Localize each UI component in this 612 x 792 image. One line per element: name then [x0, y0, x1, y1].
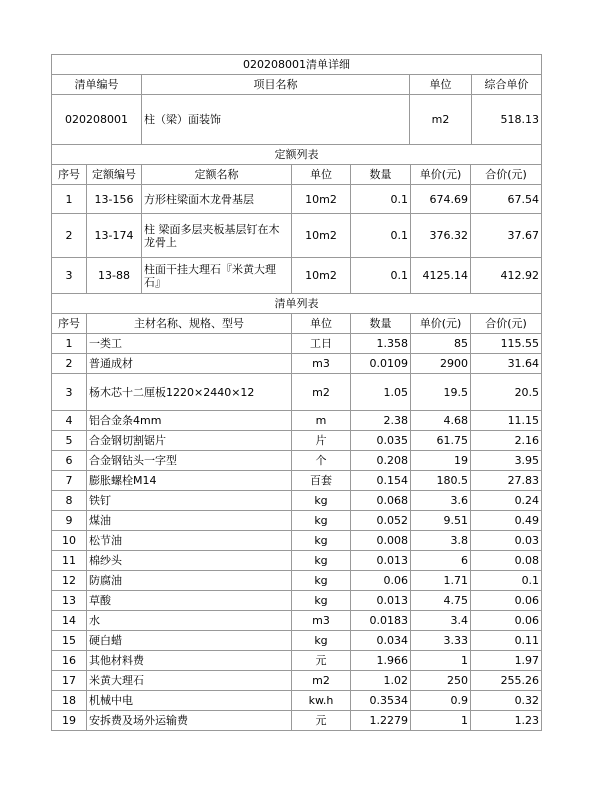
- mat-name: 机械中电: [87, 691, 292, 711]
- mat-unit: kg: [292, 571, 351, 591]
- mat-total: 0.1: [471, 571, 542, 591]
- quota-price: 4125.14: [411, 258, 471, 294]
- quota-unit: 10m2: [292, 258, 351, 294]
- mat-price: 250: [411, 671, 471, 691]
- mat-name: 铁钉: [87, 491, 292, 511]
- mat-unit: kw.h: [292, 691, 351, 711]
- mat-price: 2900: [411, 354, 471, 374]
- mat-price: 6: [411, 551, 471, 571]
- mat-qty: 0.068: [351, 491, 411, 511]
- table-row: [52, 185, 542, 214]
- mat-no: 11: [52, 551, 87, 571]
- table-row: [52, 691, 542, 711]
- mat-no: 2: [52, 354, 87, 374]
- mat-name: 合金钢切割锯片: [87, 431, 292, 451]
- bill-code: 020208001: [52, 95, 142, 145]
- mat-total: 0.06: [471, 611, 542, 631]
- col-header-unit: 单位: [410, 75, 472, 95]
- table-row: [52, 374, 542, 411]
- mat-name: 防腐油: [87, 571, 292, 591]
- quota-header-price: 单价(元): [411, 165, 471, 185]
- materials-body: [52, 334, 542, 731]
- mat-no: 5: [52, 431, 87, 451]
- bill-header-table: [51, 54, 542, 145]
- mat-qty: 2.38: [351, 411, 411, 431]
- quota-code: 13-156: [87, 185, 142, 214]
- mat-qty: 0.008: [351, 531, 411, 551]
- mat-no: 10: [52, 531, 87, 551]
- mat-unit: m2: [292, 671, 351, 691]
- mat-price: 19: [411, 451, 471, 471]
- table-row: [52, 258, 542, 294]
- table-row: [52, 411, 542, 431]
- mat-price: 0.9: [411, 691, 471, 711]
- mat-name: 水: [87, 611, 292, 631]
- mat-qty: 1.02: [351, 671, 411, 691]
- table-row: [52, 451, 542, 471]
- quota-unit: 10m2: [292, 185, 351, 214]
- mat-qty: 0.0109: [351, 354, 411, 374]
- mat-total: 1.23: [471, 711, 542, 731]
- mat-unit: 元: [292, 651, 351, 671]
- table-row: [52, 631, 542, 651]
- materials-title: 清单列表: [52, 294, 542, 314]
- mat-qty: 0.013: [351, 551, 411, 571]
- mat-name: 普通成材: [87, 354, 292, 374]
- quota-total: 412.92: [471, 258, 542, 294]
- mat-unit: m3: [292, 611, 351, 631]
- table-row: [52, 511, 542, 531]
- mat-unit: m3: [292, 354, 351, 374]
- mat-qty: 1.358: [351, 334, 411, 354]
- mat-qty: 0.013: [351, 591, 411, 611]
- mat-total: 31.64: [471, 354, 542, 374]
- mat-qty: 0.052: [351, 511, 411, 531]
- mat-no: 15: [52, 631, 87, 651]
- mat-name: 硬白蜡: [87, 631, 292, 651]
- mat-name: 合金钢钻头一字型: [87, 451, 292, 471]
- mat-unit: kg: [292, 491, 351, 511]
- col-header-price: 综合单价: [472, 75, 542, 95]
- mat-total: 0.49: [471, 511, 542, 531]
- mat-total: 20.5: [471, 374, 542, 411]
- mat-name: 其他材料费: [87, 651, 292, 671]
- mat-qty: 1.05: [351, 374, 411, 411]
- mat-price: 1: [411, 711, 471, 731]
- quota-qty: 0.1: [351, 214, 411, 258]
- mat-unit: kg: [292, 591, 351, 611]
- mat-no: 19: [52, 711, 87, 731]
- mat-total: 27.83: [471, 471, 542, 491]
- mat-name: 铝合金条4mm: [87, 411, 292, 431]
- quota-header-code: 定额编号: [87, 165, 142, 185]
- mat-total: 0.08: [471, 551, 542, 571]
- table-row: [52, 431, 542, 451]
- mat-no: 9: [52, 511, 87, 531]
- mat-total: 3.95: [471, 451, 542, 471]
- mat-unit: kg: [292, 551, 351, 571]
- mat-no: 18: [52, 691, 87, 711]
- mat-total: 0.24: [471, 491, 542, 511]
- table-row: [52, 711, 542, 731]
- mat-header-total: 合价(元): [471, 314, 542, 334]
- table-row: [52, 551, 542, 571]
- quota-qty: 0.1: [351, 185, 411, 214]
- quota-qty: 0.1: [351, 258, 411, 294]
- mat-no: 16: [52, 651, 87, 671]
- mat-no: 7: [52, 471, 87, 491]
- table-row: [52, 214, 542, 258]
- mat-unit: m2: [292, 374, 351, 411]
- mat-price: 9.51: [411, 511, 471, 531]
- mat-no: 17: [52, 671, 87, 691]
- mat-unit: kg: [292, 511, 351, 531]
- mat-unit: 片: [292, 431, 351, 451]
- mat-price: 3.8: [411, 531, 471, 551]
- mat-name: 杨木芯十二厘板1220×2440×12: [87, 374, 292, 411]
- mat-total: 0.32: [471, 691, 542, 711]
- quota-table: [51, 144, 542, 294]
- quota-title: 定额列表: [52, 145, 542, 165]
- quota-code: 13-88: [87, 258, 142, 294]
- quota-name: 柱 梁面多层夹板基层钉在木龙骨上: [142, 214, 292, 258]
- mat-total: 0.06: [471, 591, 542, 611]
- mat-name: 煤油: [87, 511, 292, 531]
- mat-name: 米黄大理石: [87, 671, 292, 691]
- table-row: [52, 471, 542, 491]
- mat-price: 1: [411, 651, 471, 671]
- quota-header-name: 定额名称: [142, 165, 292, 185]
- mat-price: 3.4: [411, 611, 471, 631]
- mat-header-name: 主材名称、规格、型号: [87, 314, 292, 334]
- table-row: [52, 671, 542, 691]
- table-row: [52, 651, 542, 671]
- bill-price: 518.13: [472, 95, 542, 145]
- mat-no: 14: [52, 611, 87, 631]
- mat-name: 一类工: [87, 334, 292, 354]
- mat-total: 115.55: [471, 334, 542, 354]
- bill-unit: m2: [410, 95, 472, 145]
- col-header-name: 项目名称: [142, 75, 410, 95]
- quota-header-qty: 数量: [351, 165, 411, 185]
- mat-unit: 元: [292, 711, 351, 731]
- mat-total: 0.03: [471, 531, 542, 551]
- quota-price: 674.69: [411, 185, 471, 214]
- mat-qty: 0.035: [351, 431, 411, 451]
- quota-price: 376.32: [411, 214, 471, 258]
- quota-header-total: 合价(元): [471, 165, 542, 185]
- mat-qty: 1.2279: [351, 711, 411, 731]
- bill-title: 020208001清单详细: [52, 55, 542, 75]
- mat-price: 3.33: [411, 631, 471, 651]
- table-row: [52, 491, 542, 511]
- mat-qty: 0.3534: [351, 691, 411, 711]
- table-row: [52, 591, 542, 611]
- mat-header-no: 序号: [52, 314, 87, 334]
- mat-price: 3.6: [411, 491, 471, 511]
- quota-total: 37.67: [471, 214, 542, 258]
- mat-no: 1: [52, 334, 87, 354]
- mat-unit: kg: [292, 531, 351, 551]
- mat-price: 61.75: [411, 431, 471, 451]
- quota-header-no: 序号: [52, 165, 87, 185]
- quota-name: 方形柱梁面木龙骨基层: [142, 185, 292, 214]
- table-row: [52, 571, 542, 591]
- mat-price: 85: [411, 334, 471, 354]
- mat-no: 12: [52, 571, 87, 591]
- quota-total: 67.54: [471, 185, 542, 214]
- mat-unit: m: [292, 411, 351, 431]
- materials-table: [51, 293, 542, 731]
- mat-unit: 工日: [292, 334, 351, 354]
- table-row: [52, 334, 542, 354]
- mat-unit: kg: [292, 631, 351, 651]
- mat-name: 棉纱头: [87, 551, 292, 571]
- quota-no: 1: [52, 185, 87, 214]
- mat-qty: 0.208: [351, 451, 411, 471]
- col-header-code: 清单编号: [52, 75, 142, 95]
- mat-total: 11.15: [471, 411, 542, 431]
- mat-price: 180.5: [411, 471, 471, 491]
- mat-header-price: 单价(元): [411, 314, 471, 334]
- mat-no: 3: [52, 374, 87, 411]
- mat-no: 13: [52, 591, 87, 611]
- mat-total: 255.26: [471, 671, 542, 691]
- mat-qty: 0.0183: [351, 611, 411, 631]
- mat-total: 1.97: [471, 651, 542, 671]
- table-row: [52, 611, 542, 631]
- mat-name: 松节油: [87, 531, 292, 551]
- mat-header-unit: 单位: [292, 314, 351, 334]
- mat-price: 4.68: [411, 411, 471, 431]
- mat-price: 19.5: [411, 374, 471, 411]
- quota-no: 2: [52, 214, 87, 258]
- mat-name: 安拆费及场外运输费: [87, 711, 292, 731]
- mat-header-qty: 数量: [351, 314, 411, 334]
- mat-unit: 百套: [292, 471, 351, 491]
- quota-unit: 10m2: [292, 214, 351, 258]
- quota-header-unit: 单位: [292, 165, 351, 185]
- mat-no: 4: [52, 411, 87, 431]
- quota-code: 13-174: [87, 214, 142, 258]
- quota-no: 3: [52, 258, 87, 294]
- quota-name: 柱面干挂大理石『米黄大理石』: [142, 258, 292, 294]
- mat-name: 膨胀螺栓M14: [87, 471, 292, 491]
- mat-total: 0.11: [471, 631, 542, 651]
- bill-name: 柱（梁）面装饰: [142, 95, 410, 145]
- mat-price: 1.71: [411, 571, 471, 591]
- mat-unit: 个: [292, 451, 351, 471]
- mat-qty: 1.966: [351, 651, 411, 671]
- mat-no: 8: [52, 491, 87, 511]
- mat-qty: 0.154: [351, 471, 411, 491]
- mat-price: 4.75: [411, 591, 471, 611]
- mat-no: 6: [52, 451, 87, 471]
- mat-qty: 0.06: [351, 571, 411, 591]
- mat-total: 2.16: [471, 431, 542, 451]
- mat-qty: 0.034: [351, 631, 411, 651]
- table-row: [52, 531, 542, 551]
- mat-name: 草酸: [87, 591, 292, 611]
- table-row: [52, 354, 542, 374]
